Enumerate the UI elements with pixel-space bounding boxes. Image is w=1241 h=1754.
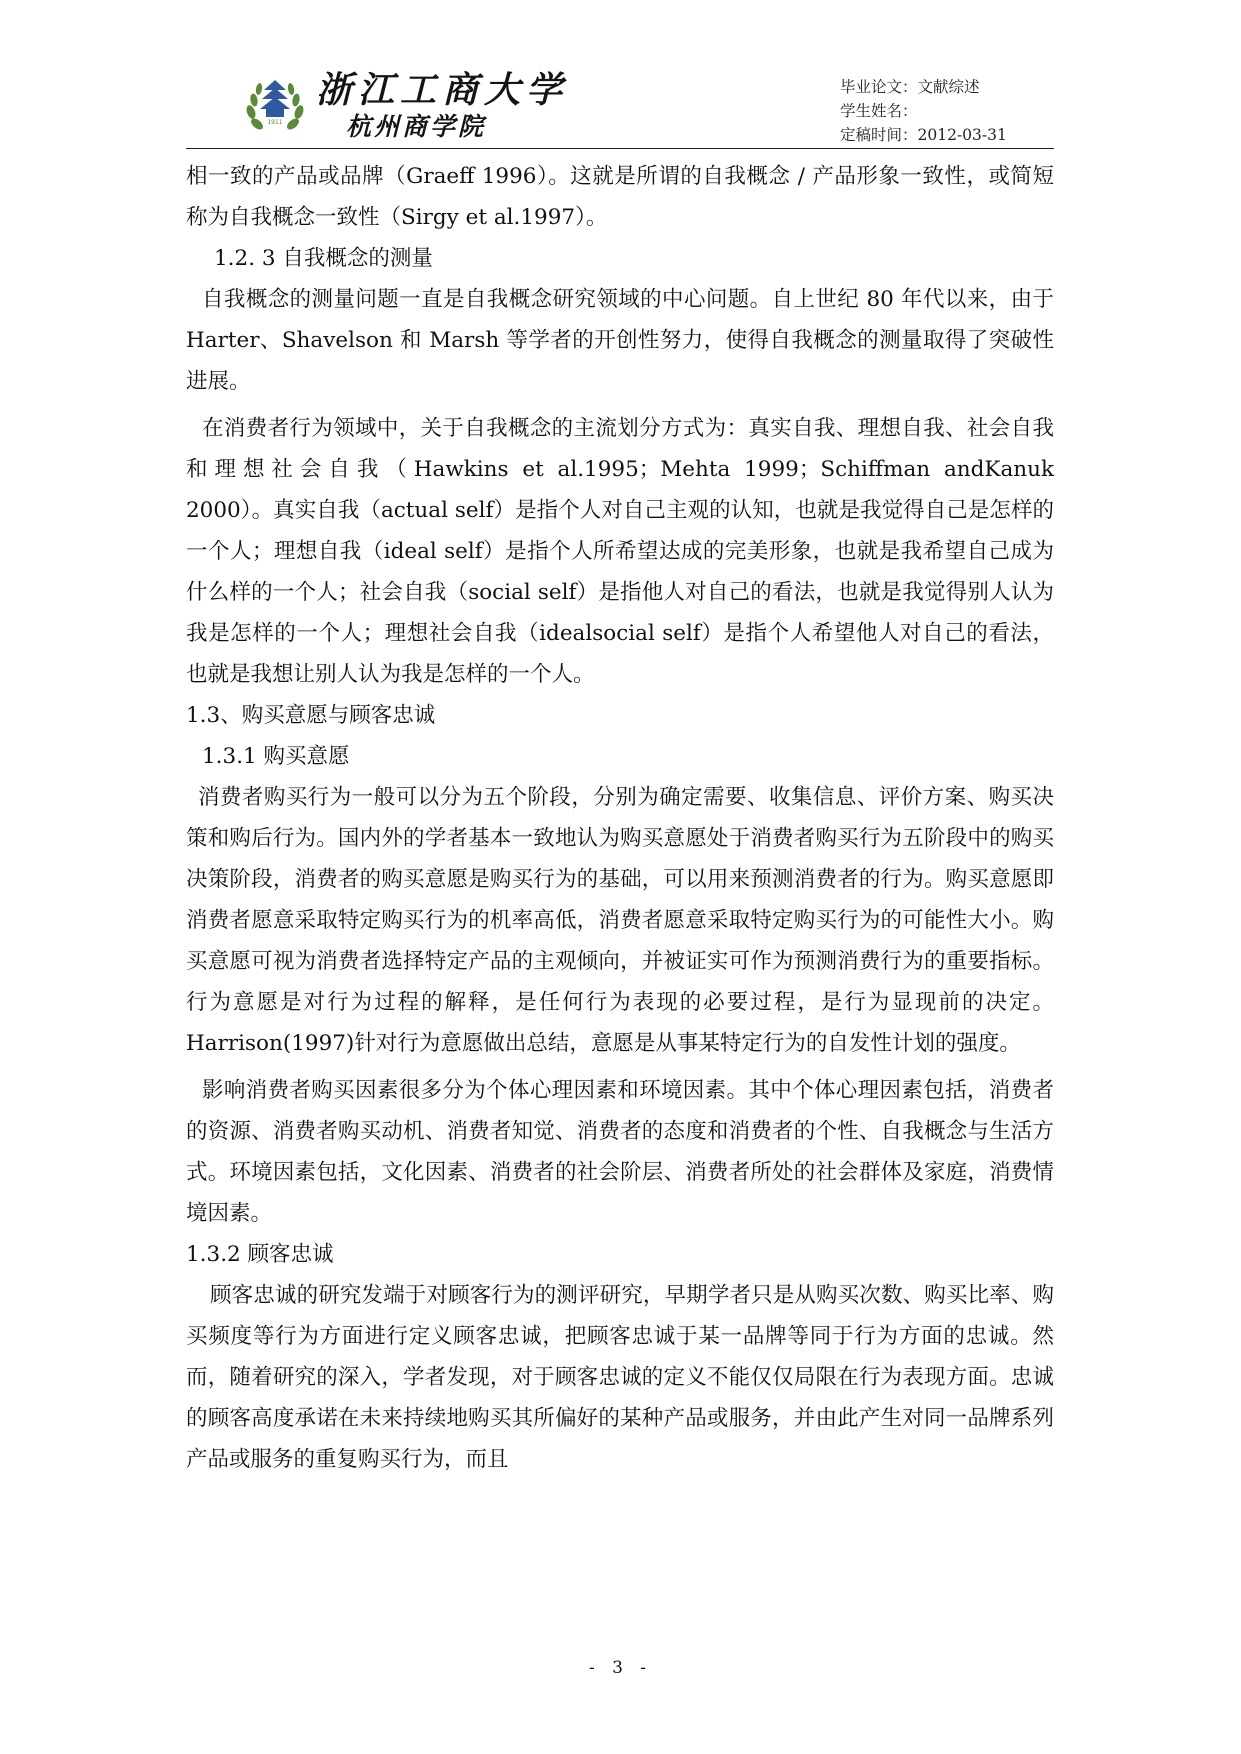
campus-name: 杭州商学院	[346, 112, 487, 141]
university-logo-icon	[242, 72, 308, 138]
header-divider	[186, 148, 1054, 149]
school-title-block	[316, 70, 568, 142]
paragraph: 消费者购买行为一般可以分为五个阶段，分别为确定需要、收集信息、评价方案、购买决策和购后行为。国内外的学者基本一致地认为购买意愿处于消费者购买行为五阶段中的购买决策阶段，消费者的购买意愿是购买行为的基础，可以用来预测消费者的行为。购买意愿即消费者愿意采取特定购买行为的机率高低，消费者愿意采取特定购买行为的可能性大小。购买意愿可视为消费者选择特定产品的主观倾向，并被证实可作为预测消费行为的重要指标。行为意愿是对行为过程的解释，是任何行为表现的必要过程，是行为显现前的决定。Harrison(1997)针对行为意愿做出总结，意愿是从事某特定行为的自发性计划的强度。	[186, 785, 1054, 1056]
subsection-heading: 1.3.1 购买意愿	[202, 744, 350, 769]
meta-final-date: 定稿时间：2012-03-31	[840, 126, 1007, 144]
meta-thesis-type: 毕业论文：文献综述	[840, 78, 980, 96]
logo-year: 1911	[267, 119, 283, 126]
paragraph: 自我概念的测量问题一直是自我概念研究领域的中心问题。自上世纪 80 年代以来，由于 Harter、Shavelson 和 Marsh 等学者的开创性努力，使得自我概念的测量取得了突破性进展。	[186, 287, 1054, 394]
section-heading: 1.3、购买意愿与顾客忠诚	[186, 703, 436, 728]
meta-student-name: 学生姓名：	[840, 102, 918, 120]
paragraph: 顾客忠诚的研究发端于对顾客行为的测评研究，早期学者只是从购买次数、购买比率、购买频度等行为方面进行定义顾客忠诚，把顾客忠诚于某一品牌等同于行为方面的忠诚。然而，随着研究的深入，学者发现，对于顾客忠诚的定义不能仅仅局限在行为表现方面。忠诚的顾客高度承诺在未来持续地购买其所偏好的某种产品或服务，并由此产生对同一品牌系列产品或服务的重复购买行为，而且	[186, 1283, 1054, 1472]
school-name: 浙江工商大学	[316, 70, 569, 111]
page-header	[186, 64, 1054, 148]
paragraph: 在消费者行为领域中，关于自我概念的主流划分方式为：真实自我、理想自我、社会自我和理想社会自我（Hawkins et al.1995；Mehta 1999；Schiffman andKanuk 2000）。真实自我（actual self）是指个人对自己主观的认知，也就是我觉得自己是怎样的一个人；理想自我（ideal self）是指个人所希望达成的完美形象，也就是我希望自己成为什么样的一个人；社会自我（social self）是指他人对自己的看法，也就是我觉得别人认为我是怎样的一个人；理想社会自我（idealsocial self）是指个人希望他人对自己的看法，也就是我想让别人认为我是怎样的一个人。	[186, 416, 1054, 687]
paragraph: 相一致的产品或品牌（Graeff 1996）。这就是所谓的自我概念 / 产品形象一致性，或简短称为自我概念一致性（Sirgy et al.1997）。	[186, 164, 1054, 230]
page-number: - 3 -	[588, 1658, 653, 1678]
paragraph: 影响消费者购买因素很多分为个体心理因素和环境因素。其中个体心理因素包括，消费者的资源、消费者购买动机、消费者知觉、消费者的态度和消费者的个性、自我概念与生活方式。环境因素包括，文化因素、消费者的社会阶层、消费者所处的社会群体及家庭，消费情境因素。	[186, 1078, 1054, 1226]
document-body	[186, 156, 1054, 1480]
document-meta	[840, 75, 1007, 147]
section-heading: 1.2. 3 自我概念的测量	[214, 246, 433, 271]
subsection-heading: 1.3.2 顾客忠诚	[186, 1242, 334, 1267]
